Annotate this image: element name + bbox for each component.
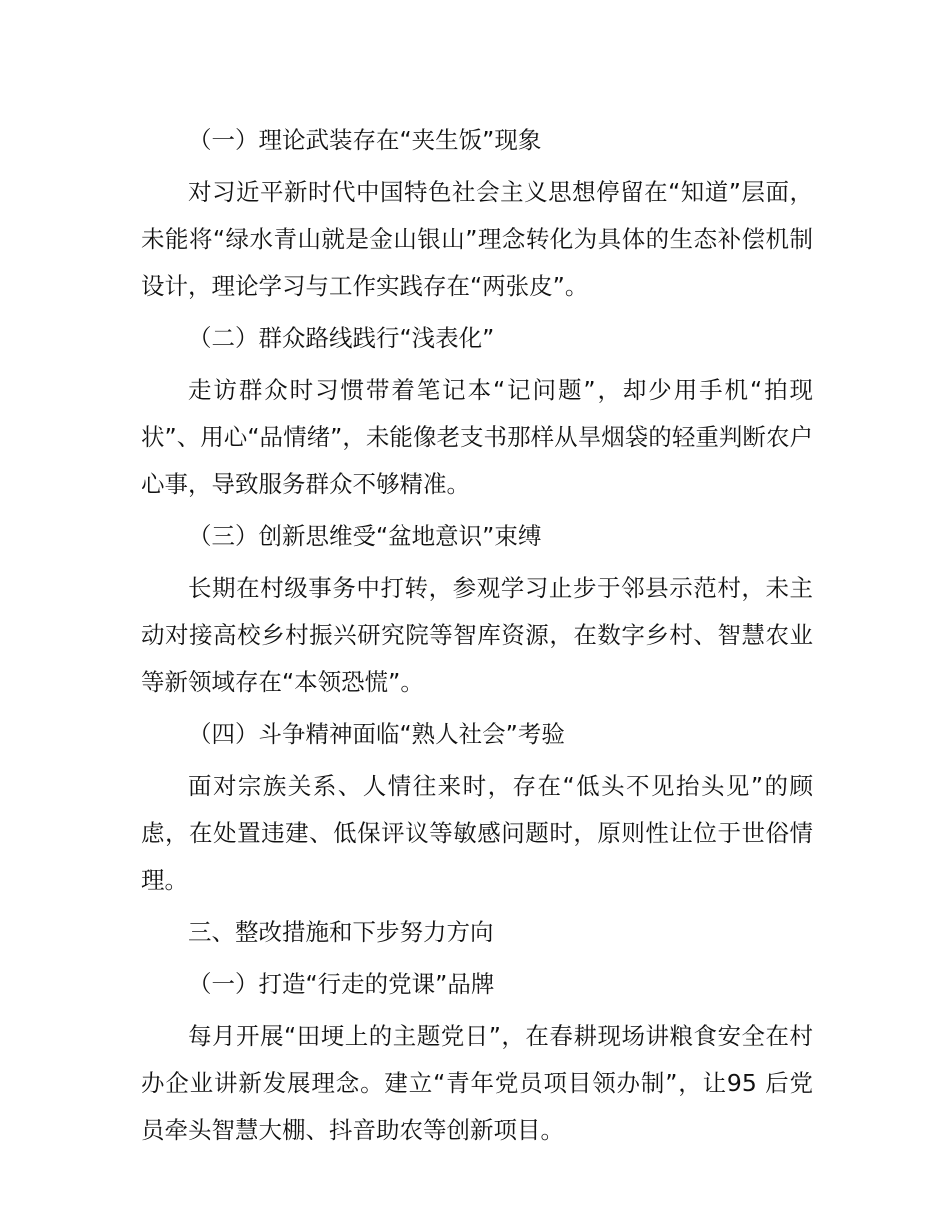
subsection-paragraph-1: 每月开展“田埂上的主题党日”，在春耕现场讲粮食安全在村办企业讲新发展理念。建立“青年党员项目领办制”，让95 后党员牵头智慧大棚、抖音助农等创新项目。 (141, 1022, 813, 1144)
section-paragraph-1: 对习近平新时代中国特色社会主义思想停留在“知道”层面，未能将“绿水青山就是金山银山”理念转化为具体的生态补偿机制设计，理论学习与工作实践存在“两张皮”。 (141, 178, 813, 300)
subsection-heading-1: （一）打造“行走的党课”品牌 (188, 970, 495, 998)
section-paragraph-3: 长期在村级事务中打转，参观学习止步于邻县示范村，未主动对接高校乡村振兴研究院等智库资源，在数字乡村、智慧农业等新领域存在“本领恐慌”。 (141, 574, 813, 696)
section-paragraph-2: 走访群众时习惯带着笔记本“记问题”，却少用手机“拍现状”、用心“品情绪”，未能像老支书那样从旱烟袋的轻重判断农户心事，导致服务群众不够精准。 (141, 376, 813, 498)
chapter-heading-3: 三、整改措施和下步努力方向 (188, 918, 494, 946)
section-heading-2: （二）群众路线践行“浅表化” (188, 324, 495, 352)
document-body (141, 117, 813, 1159)
section-heading-4: （四）斗争精神面临“熟人社会”考验 (188, 720, 565, 748)
section-heading-3: （三）创新思维受“盆地意识”束缚 (188, 522, 542, 550)
section-paragraph-4: 面对宗族关系、人情往来时，存在“低头不见抬头见”的顾虑，在处置违建、低保评议等敏感问题时，原则性让位于世俗情理。 (141, 772, 813, 894)
section-heading-1: （一）理论武装存在“夹生饭”现象 (188, 126, 542, 154)
